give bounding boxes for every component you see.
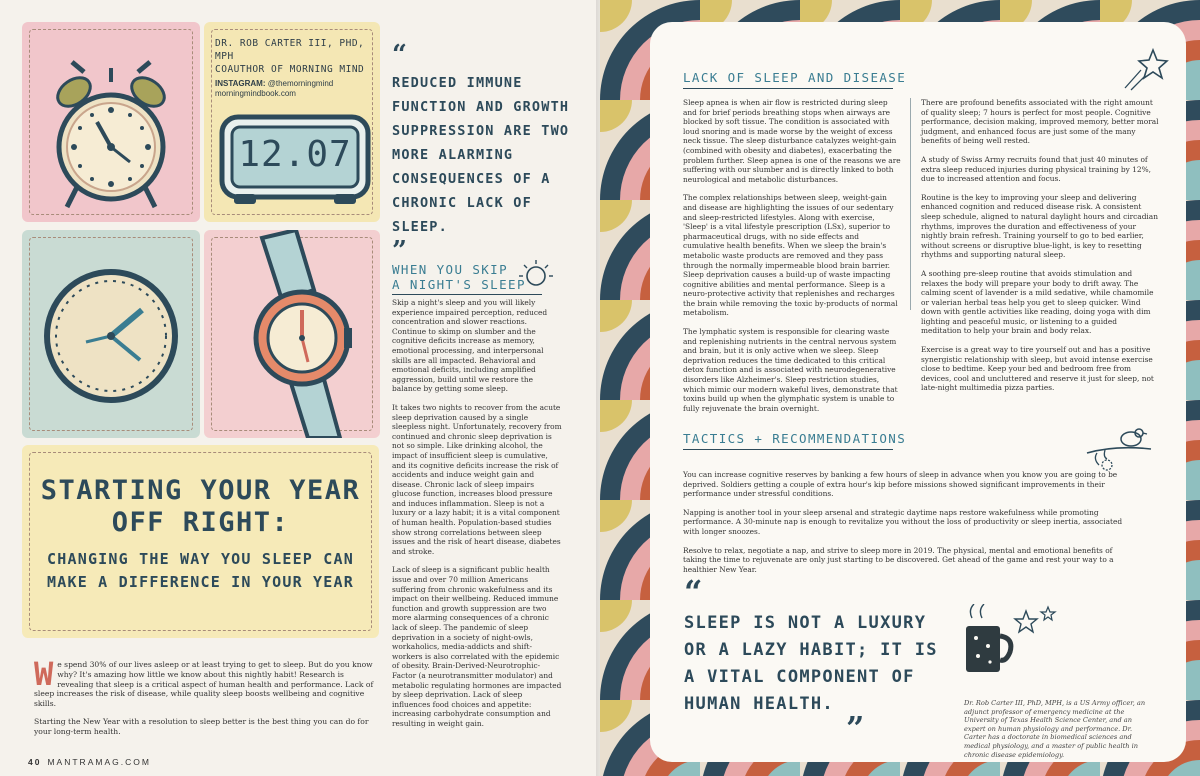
wristwatch-tile (204, 230, 380, 438)
paragraph: There are profound benefits associated with the right amount of quality sleep; 7 hours is perfect for most people. Cognitive performance, decision making, improved memory, better moral judgment, and enhanced focus are just some of the many benefits of being well rested. (921, 98, 1159, 146)
pull-quote (392, 40, 572, 266)
close-quote-icon: ” (846, 709, 865, 747)
paragraph: Lack of sleep is a significant public health issue and over 70 million Americans suffering from chronic wakefulness and its impact on their wellbeing. Reduced immune function and growth suppression are two more alarming consequences of a chronic lack of sleep. The pandemic of sleep deprivation in a society of night-owls, workaholics, media-addicts and shift-workers is also correlated with the epidemic of obesity. Brain-Derived-Neurotrophic-Factor (a neurotransmitter modulator) and metabolic regulating hormones are impacted by sleep deprivation. Lack of sleep influences food choices and appetite: increasing carbohydrate consumption and resulting in weight gain. (392, 565, 562, 728)
author-role: COAUTHOR OF MORNING MIND (215, 64, 365, 75)
watch-dial-icon (22, 230, 200, 438)
stars-icon (1012, 603, 1062, 643)
instagram-label: INSTAGRAM: (215, 79, 266, 88)
watch-dial-tile (22, 230, 200, 438)
body-column-right-a (683, 98, 901, 422)
big-pull-quote: SLEEP IS NOT A LUXURY OR A LAZY HABIT; IT IS A VITAL COMPONENT OF HUMAN HEALTH. (684, 613, 938, 714)
heading-lack-of-sleep: LACK OF SLEEP AND DISEASE (683, 70, 907, 85)
intro-text (34, 655, 374, 737)
digital-clock-display: 12.07 (238, 134, 352, 175)
paragraph: Resolve to relax, negotiate a nap, and strive to sleep more in 2019. The physical, mental and emotional benefits of taking the time to rejuvenate are only just starting to be discovered. Get ahead of the game and rest your way to a healthier New Year. (683, 545, 1114, 574)
drop-cap: W (34, 655, 54, 693)
wristwatch-icon (204, 230, 380, 438)
close-quote-icon: ” (392, 236, 409, 266)
section-heading-disease (683, 70, 1153, 89)
paragraph: You can increase cognitive reserves by banking a few hours of sleep in advance when you know you are going to be deprived. Soldiers getting a couple of extra hour's kip before missions showed significant improvements in their performance under stressful conditions. (683, 470, 1118, 499)
paragraph: Napping is another tool in your sleep arsenal and strategic daytime naps restore wakefulness while promoting performance. A 30-minute nap is enough to revitalize you without the loss of productivity or sleep inertia, associated with longer snoozes. (683, 507, 1123, 536)
alarm-clock-tile (22, 22, 200, 222)
instagram-handle: @themorningmind (267, 79, 334, 88)
article-title: STARTING YOUR YEAR OFF RIGHT: (40, 475, 361, 538)
page-number: 40 (28, 757, 42, 767)
author-bio: Dr. Rob Carter III, PhD, MPH, is a US Army officer, an adjunct professor of emergency medicine at the University of Texas Health Science Center, and an expert on human physiology and performance. Dr. Carter has a doctorate in biomedical sciences and medical physiology, and a master of public health in chronic disease epidemiology. (964, 699, 1146, 759)
article-subtitle: CHANGING THE WAY YOU SLEEP CAN MAKE A DIFFERENCE IN YOUR YEAR (47, 550, 354, 591)
author-website: morningmindbook.com (215, 89, 296, 98)
site-name: MANTRAMAG.COM (47, 757, 151, 767)
paragraph: It takes two nights to recover from the acute sleep deprivation caused by a single sleepless night. Unfortunately, recovery from continued and chronic sleep deprivation is not so simple. Like drinking alcohol, the impact of insufficient sleep is cumulative, and its cognitive deficits increase the risk of accidents and induce weight gain and disease. Chronic lack of sleep impairs glucose function, increases blood pressure and induces inflammation. Sleep is not a luxury or a lazy habit; it is a vital component of human health. Population-based studies show strong correlations between sleep issues and the risk of heart disease, diabetes and stroke. (392, 402, 562, 556)
heading-tactics: TACTICS + RECOMMENDATIONS (683, 431, 907, 446)
tactics-text (683, 470, 1123, 583)
intro-p2: Starting the New Year with a resolution to sleep better is the best thing you can do for your long-term health. (34, 716, 369, 736)
title-tile (22, 445, 379, 638)
author-name: DR. ROB CARTER III, PHD, MPH (215, 38, 365, 62)
bird-on-branch-icon (1085, 419, 1153, 473)
paragraph: A study of Swiss Army recruits found that just 40 minutes of extra sleep reduced injuries during physical training by 12%, due to increased attention and focus. (921, 154, 1151, 184)
paragraph: Exercise is a great way to tire yourself out and has a positive synergistic relationship with sleep, but avoid intense exercise close to bedtime. Keep your bed and bedroom free from devices, cool and uncluttered and reserve it just for sleep, not late-night multimedia pizza parties. (921, 345, 1154, 393)
section-heading-tactics (683, 431, 1153, 450)
shooting-star-icon (1123, 42, 1169, 92)
pull-quote-text: REDUCED IMMUNE FUNCTION AND GROWTH SUPPRESSION ARE TWO MORE ALARMING CONSEQUENCES OF A CHRONIC LACK OF SLEEP. (392, 75, 570, 235)
paragraph: Sleep apnea is when air flow is restricted during sleep and for brief periods breathing stops when airways are blocked by soft tissue. The condition is associated with loud snoring and is made worse by the weight of excess neck tissue. The sleep disturbance catalyzes weight-gain (combined with obesity and diabetes), exacerbating the problem further. Sleep apnea is one of the reasons we are suffering with our slumber and is directly linked to both neurological and metabolic disturbances. (683, 98, 901, 184)
intro-paragraph (34, 655, 374, 709)
paragraph: The complex relationships between sleep, weight-gain and disease are highlighting the issues of our sedentary and sleep-restricted lifestyles. Along with exercise, 'Sleep' is a vital lifestyle prescription (LSx), superior to pharmaceutical drugs, with no side effects and cumulative health benefits. When we sleep the brain's metabolic waste products are removed and they pass through the normally impermeable blood brain barrier. Sleep deprivation causes a build-up of waste impacting cognitive abilities and mental performance. Sleep is a neuro-protective activity that replenishes and recharges the brain while removing the toxic by-products of normal metabolism. (683, 193, 898, 318)
section-heading-line1: WHEN YOU SKIP (392, 262, 509, 277)
body-column-left (392, 298, 562, 738)
sun-icon (514, 256, 558, 292)
intro-p1: e spend 30% of our lives asleep or at least trying to get to sleep. But do you know why? It's amazing how little we know about this nightly habit! Research is revealing that sleep is a critical aspect of human health and performance. Lack of sleep increases the risk of disease, while quality sleep boosts wellbeing and cognitive skills. (34, 660, 374, 709)
column-divider (910, 98, 911, 310)
body-column-right-b (921, 98, 1159, 402)
alarm-clock-icon (22, 22, 200, 222)
author-credit (215, 37, 375, 98)
author-instagram (215, 79, 375, 88)
paragraph: The lymphatic system is responsible for clearing waste and replenishing nutrients in the central nervous system and brain, but it is only active when we sleep. Sleep deprivation reduces the time dedicated to this critical detox function and is associated with neurodegenerative disorders like Alzheimer's. Sleep restriction studies, which mimic our modern wakeful lives, demonstrate that toxins build up when the glymphatic system is unable to fully rejuvenate the brain overnight. (683, 327, 898, 413)
paragraph: Skip a night's sleep and you will likely experience impaired perception, reduced concentration and slower reactions. Continue to skimp on slumber and the cognitive deficits increase as memory, emotional processing, and interpersonal skills are all impacted. Behavioral and emotional deficits, including amplified aggression, build until we restore the balance by getting some sleep. (392, 298, 548, 394)
section-heading-line2: A NIGHT'S SLEEP (392, 277, 526, 292)
paragraph: Routine is the key to improving your sleep and delivering enhanced cognition and reduced disease risk. A consistent sleep schedule, aligned to natural daylight hours and circadian rhythms, improves the duration and effectiveness of your nightly brain refresh. Training yourself to go to bed earlier, without screens or disruptive blue-light, is key to resetting rhythms and supporting natural sleep. (921, 192, 1158, 260)
page-folio (28, 757, 151, 767)
section-heading-skip (392, 262, 562, 295)
open-quote-icon: “ (684, 573, 703, 611)
open-quote-icon: “ (392, 40, 409, 70)
paragraph: A soothing pre-sleep routine that avoids stimulation and relaxes the body will prepare your body to drift away. The calming scent of lavender is a mild sedative, while chamomile or valerian herbal teas help you get to sleep quicker. Wind down with gentle activities like reading, doing yoga with dim lighting and peaceful music, or listening to a guided meditation to help your brain and body relax. (921, 268, 1154, 336)
